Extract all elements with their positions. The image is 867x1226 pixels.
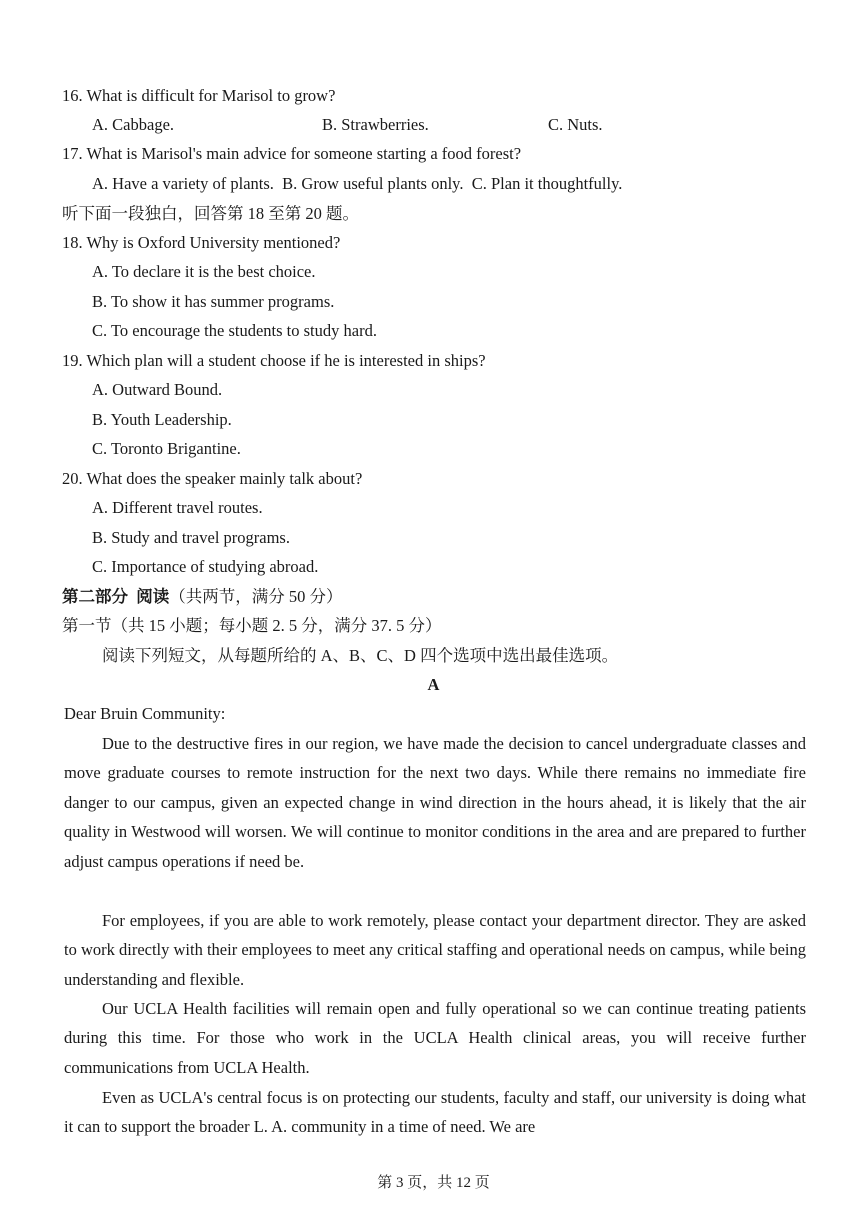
question-16-option-c: C. Nuts. — [548, 115, 603, 134]
question-20-stem: 20. What does the speaker mainly talk about? — [62, 469, 363, 488]
section-1-heading: 第一节（共 15 小题；每小题 2. 5 分，满分 37. 5 分） — [62, 616, 442, 635]
passage-paragraph-4-text: Even as UCLA's central focus is on protecting our students, faculty and staff, our university is doing what it can to support the broader L. A. community in a time of need. We are — [64, 1088, 806, 1137]
question-19-stem: 19. Which plan will a student choose if he is interested in ships? — [62, 351, 486, 370]
passage-paragraph-2 — [64, 906, 806, 994]
passage-paragraph-1 — [64, 729, 806, 876]
reading-instruction: 阅读下列短文，从每题所给的 A、B、C、D 四个选项中选出最佳选项。 — [102, 646, 619, 665]
question-19-option-a: A. Outward Bound. — [92, 380, 223, 399]
part-2-heading — [62, 586, 343, 608]
question-17-options: A. Have a variety of plants. B. Grow useful plants only. C. Plan it thoughtfully. — [92, 174, 623, 193]
question-16-option-a: A. Cabbage. — [92, 115, 175, 134]
page-footer: 第 3 页，共 12 页 — [377, 1175, 490, 1191]
part-2-score-note: （共两节，满分 50 分） — [169, 587, 343, 606]
listening-instruction: 听下面一段独白，回答第 18 至第 20 题。 — [62, 204, 359, 223]
question-18-option-c: C. To encourage the students to study hard. — [92, 321, 377, 340]
question-18-stem: 18. Why is Oxford University mentioned? — [62, 233, 341, 252]
question-20-option-b: B. Study and travel programs. — [92, 528, 290, 547]
passage-paragraph-3 — [64, 994, 806, 1082]
passage-label: A — [427, 675, 440, 694]
passage-paragraph-3-text: Our UCLA Health facilities will remain open and fully operational so we can continue treating patients during this time. For those who work in the UCLA Health clinical areas, you will receive further communications from UCLA Health. — [64, 999, 806, 1077]
question-19-option-b: B. Youth Leadership. — [92, 410, 232, 429]
question-19-option-c: C. Toronto Brigantine. — [92, 439, 241, 458]
passage-paragraph-1-text: Due to the destructive fires in our region, we have made the decision to cancel undergraduate classes and move graduate courses to remote instruction for the next two days. While there remains no immediate fire danger to our campus, given an expected change in wind direction in the hours ahead, it is likely that the air quality in Westwood will worsen. We will continue to monitor conditions in the area and are prepared to further adjust campus operations if need be. — [64, 734, 806, 871]
question-16-option-b: B. Strawberries. — [322, 115, 429, 134]
passage-paragraph-2-text: For employees, if you are able to work remotely, please contact your department director. They are asked to work directly with their employees to meet any critical staffing and operational needs on campus, while being understanding and flexible. — [64, 911, 806, 989]
passage-paragraph-4 — [64, 1083, 806, 1142]
question-16-stem: 16. What is difficult for Marisol to grow? — [62, 86, 336, 105]
question-18-option-b: B. To show it has summer programs. — [92, 292, 335, 311]
question-20-option-a: A. Different travel routes. — [92, 498, 263, 517]
passage-salutation: Dear Bruin Community: — [64, 704, 226, 723]
question-17-stem: 17. What is Marisol's main advice for someone starting a food forest? — [62, 144, 522, 163]
question-20-option-c: C. Importance of studying abroad. — [92, 557, 319, 576]
part-2-title: 第二部分 阅读 — [62, 587, 170, 606]
question-18-option-a: A. To declare it is the best choice. — [92, 262, 316, 281]
